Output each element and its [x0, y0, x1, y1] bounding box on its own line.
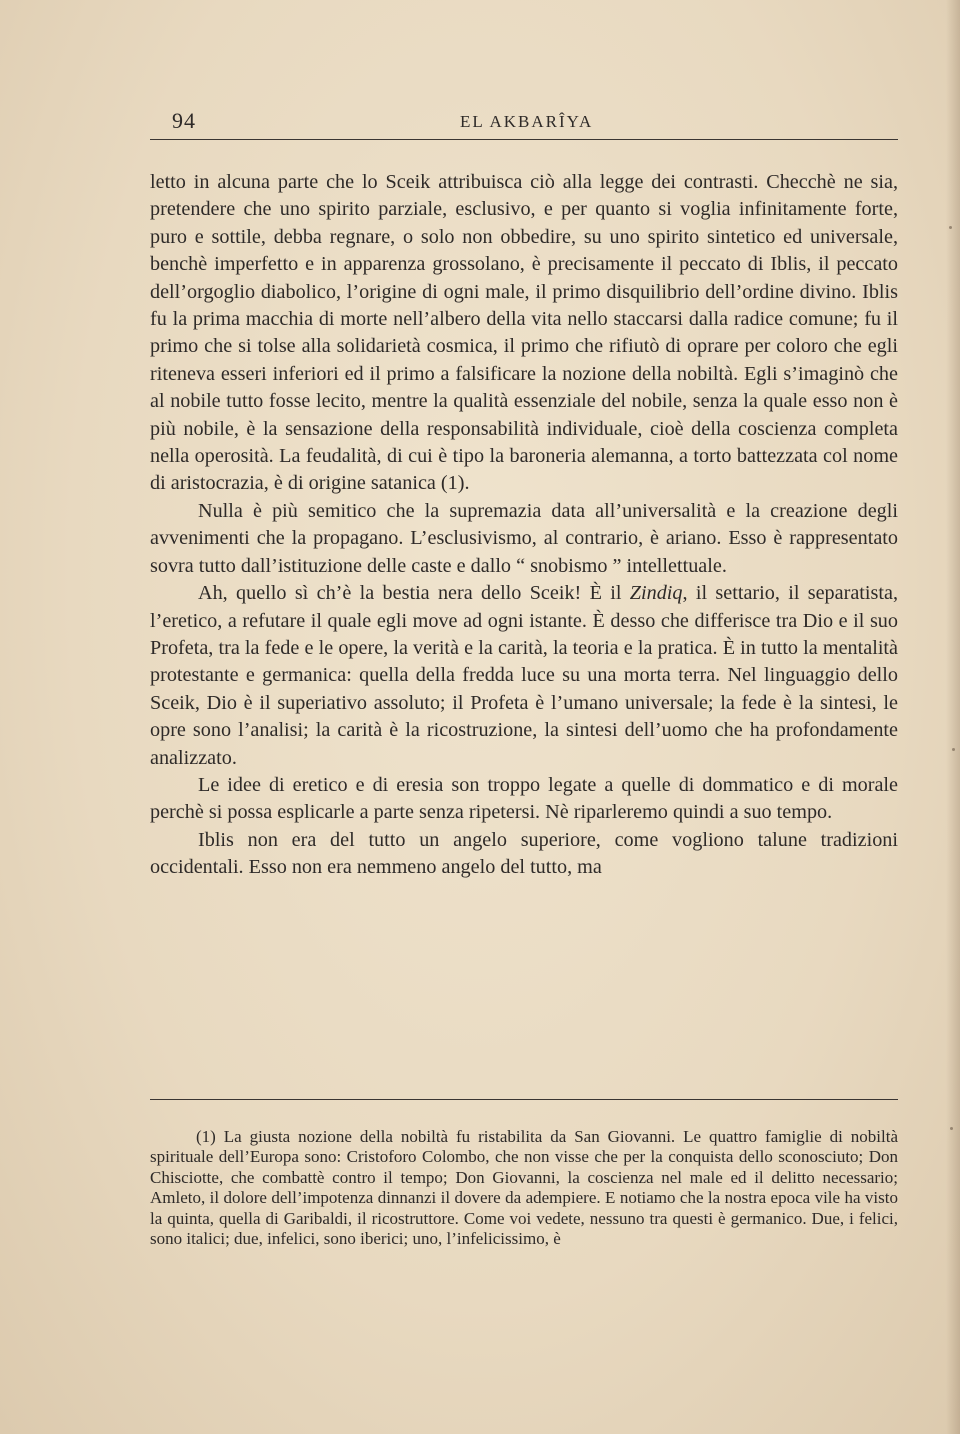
header-rule: [150, 139, 898, 140]
paper-speck: [950, 1127, 953, 1130]
paragraph-3-rest: , il settario, il separatista, l’eretico, a refutare il quale egli move ad ogni istante. È desso che differisce tra Dio e il suo Profeta, tra la fede e le opere, la verità e la carità, la teoria e la pratica. È in tutto la mentalità protestante e germanica: quella della fredda luce su una morta terra. Nel linguaggio dello Sceik, Dio è il superiativo assoluto; il Profeta è l’umano universale; la fede è la sintesi, le opre sono l’analisi; la carità è la ricostruzione, la sintesi dell’uomo che ha profondamente analizzato.: [150, 582, 898, 769]
paragraph-3: [150, 580, 898, 772]
footnote: (1) La giusta nozione della nobiltà fu ristabilita da San Giovanni. Le quattro famiglie di nobiltà spirituale dell’Europa sono: Cristoforo Colombo, che non visse che per la conquista dello sconosciuto; Don Chisciotte, che combattè contro il tempo; Don Giovanni, la coscienza nel male ed il delitto necessario; Amleto, il dolore dell’impotenza dinnanzi il dovere da adempiere. E notiamo che la nostra epoca vile ha visto la quinta, quella di Garibaldi, il ricostruttore. Come voi vedete, nessuno tra questi è germanico. Due, i felici, sono italici; due, infelici, sono iberici; uno, l’infelicissimo, è: [150, 1127, 898, 1249]
zindiq-term: Zindiq: [629, 582, 683, 605]
paragraph-2: Nulla è più semitico che la supremazia data all’universalità e la creazione degli avvenimenti che la propagano. L’esclusivismo, al contrario, è ariano. Esso è rappresentato sovra tutto dall’istituzione delle caste e dallo “ snobismo ” intellettuale.: [150, 499, 898, 577]
paper-speck: [949, 226, 952, 229]
paragraph-4: Le idee di eretico e di eresia son troppo legate a quelle di dommatico e di morale perchè si possa esplicarle a parte senza ripetersi. Nè riparleremo quindi a suo tempo.: [150, 773, 898, 824]
running-title: EL AKBARÎYA: [460, 112, 594, 131]
page-edge-shadow: [946, 0, 960, 1434]
paragraph-1: letto in alcuna parte che lo Sceik attribuisca ciò alla legge dei contrasti. Checchè ne sia, pretendere che uno spirito parziale, esclusivo, e per quanto si voglia infinitamente forte, puro e sottile, debba regnare, o solo non obbedire, su uno spirito sintetico ed universale, benchè imperfetto e in apparenza grossolano, è precisamente il peccato di Iblis, il peccato dell’orgoglio diabolico, l’origine di ogni male, il primo disquilibrio dell’ordine divino. Iblis fu la prima macchia di morte nell’albero della vita nello staccarsi dalla radice comune; fu il primo che si tolse alla solidarietà cosmica, il primo che rifiutò di oprare per coloro che egli riteneva esseri inferiori ed il primo a falsificare la nozione della nobiltà. Egli s’imaginò che al nobile tutto fosse lecito, mentre la qualità essenziale del nobile, senza la quale esso non è più nobile, è la sensazione della responsabilità individuale, cioè della coscienza completa nella operosità. La feudalità, di cui è tipo la baroneria alemanna, a torto battezzata col nome di aristocrazia, è di origine satanica (1).: [150, 171, 898, 495]
footnote-rule: [150, 1099, 898, 1100]
page-number: 94: [172, 108, 196, 133]
page-header: [150, 108, 898, 142]
paragraph-3-start: Ah, quello sì ch’è la bestia nera dello Sceik! È il: [198, 582, 630, 605]
paragraph-5: Iblis non era del tutto un angelo superiore, come vogliono talune tradizioni occidentali. Esso non era nemmeno angelo del tutto, ma: [150, 828, 898, 879]
paper-speck: [952, 748, 955, 751]
main-text: [150, 169, 898, 882]
